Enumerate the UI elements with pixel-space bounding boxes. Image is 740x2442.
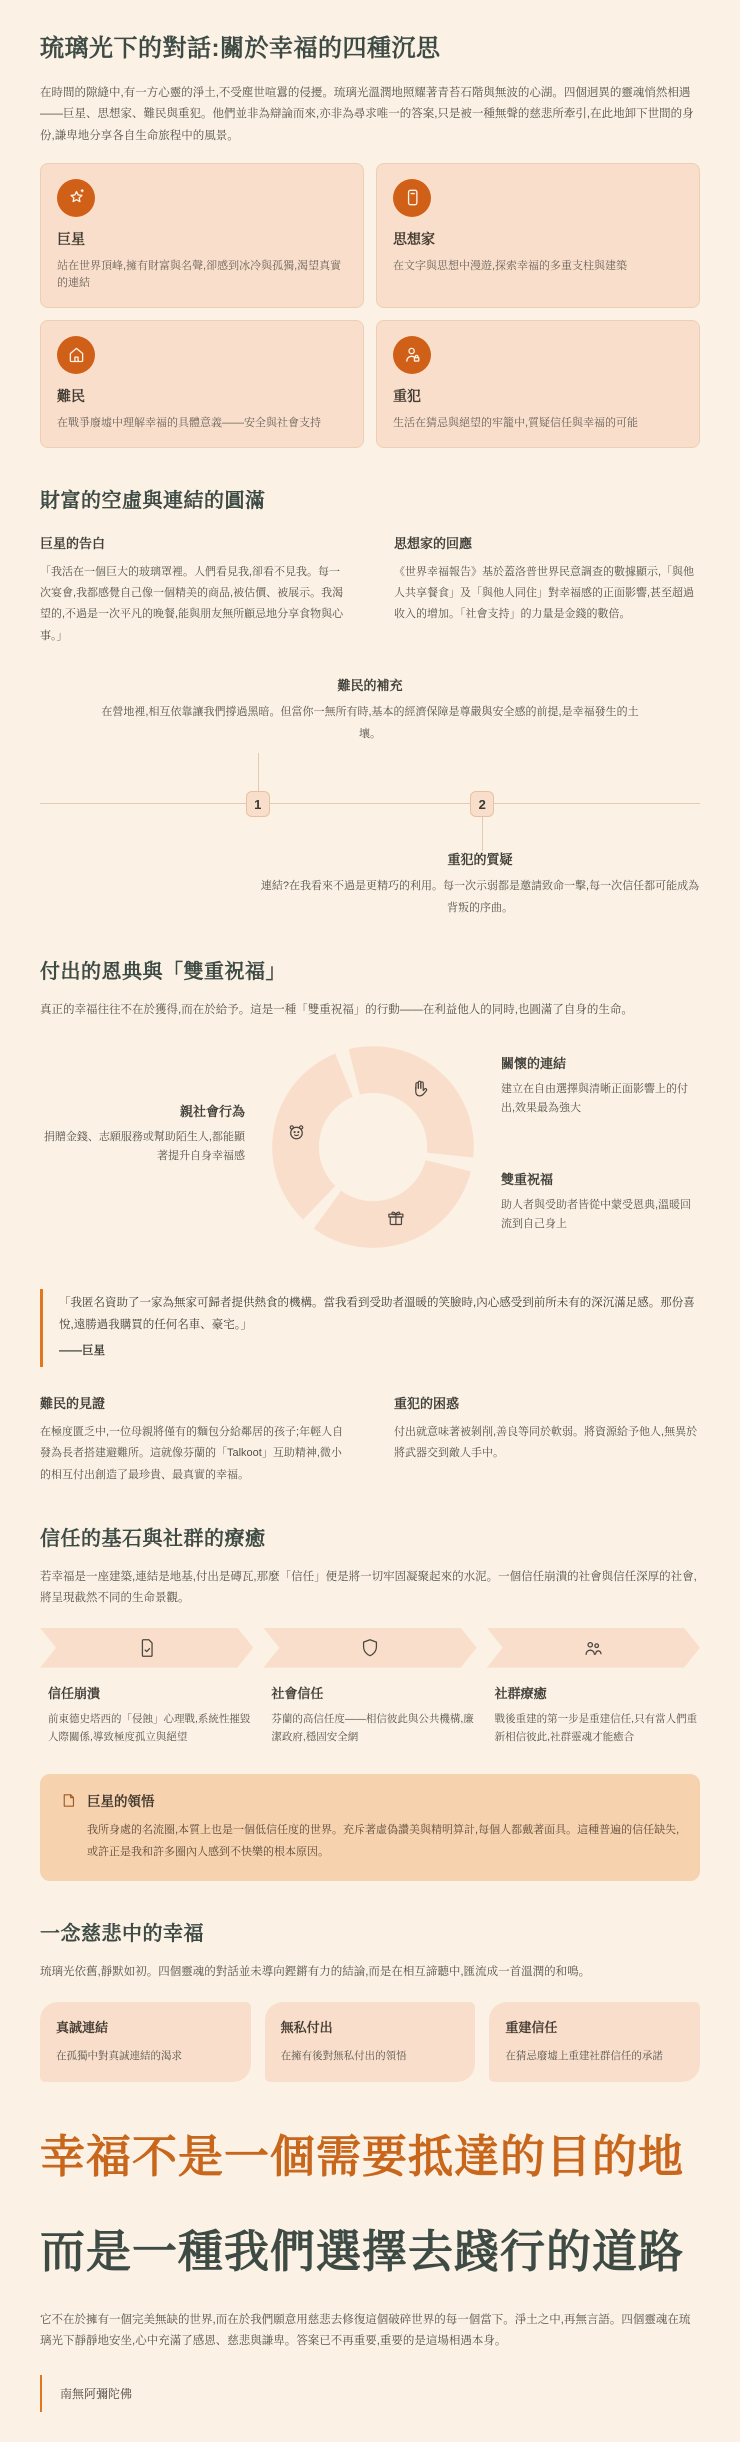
donut-label-title: 關懷的連結: [501, 1056, 567, 1072]
superstar-quote: [40, 1289, 700, 1367]
quote-text: 「我匿名資助了一家為無家可歸者提供熱食的機構。當我看到受助者溫暖的笑臉時,內心感受到前所未有的深沉滿足感。那份喜悅,遠勝過我購買的任何名車、豪宅。」: [59, 1297, 695, 1332]
statement-line-2: 而是一種我們選擇去踐行的道路: [40, 2226, 685, 2278]
step-trust-collapse: [40, 1628, 253, 1747]
refugee-supplement: [40, 675, 700, 745]
timeline-item-body: 在營地裡,相互依靠讓我們撐過黑暗。但當你一無所有時,基本的經濟保障是尊嚴與安全感的前提,是幸福發生的土壤。: [101, 706, 639, 740]
people-icon: [582, 1637, 604, 1659]
character-name: 重犯: [393, 387, 421, 404]
column-body: 付出就意味著被剝削,善良等同於軟弱。將資源給予他人,無異於將武器交到敵人手中。: [394, 1425, 698, 1460]
character-desc: 在戰爭廢墟中理解幸福的具體意義——安全與社會支持: [57, 416, 321, 429]
compassion-cards: [40, 2002, 700, 2082]
callout-header: [60, 1790, 680, 1810]
column-body: 「我活在一個巨大的玻璃罩裡。人們看見我,卻看不見我。每一次宴會,我都感覺自己像一個精美的商品,被估價、被展示。我渴望的,不過是一次平凡的晚餐,能與朋友無所顧忌地分享食物與心事。」: [40, 565, 344, 642]
compassion-card-connection: [40, 2002, 251, 2082]
star-icon: [57, 179, 95, 217]
donut-label-desc: 建立在自由選擇與清晰正面影響上的付出,效果最為強大: [501, 1083, 688, 1115]
footer-blessing: 南無阿彌陀佛: [40, 2375, 700, 2412]
column-body: 在極度匱乏中,一位母親將僅有的麵包分給鄰居的孩子;年輕人自發為長者搭建避難所。這就像芬蘭的「Talkoot」互助精神,微小的相互付出創造了最珍貴、最真實的幸福。: [40, 1425, 344, 1481]
column-title: 重犯的困惑: [394, 1395, 460, 1411]
column-title: 巨星的告白: [40, 535, 106, 551]
character-name: 巨星: [57, 230, 85, 247]
timeline-item-body: 連結?在我看來不過是更精巧的利用。每一次示弱都是邀請致命一擊,每一次信任都可能成為背叛的序曲。: [260, 880, 700, 914]
thinker-response: [394, 533, 700, 648]
card-desc: 在孤獨中對真誠連結的渴求: [56, 2049, 182, 2062]
wealth-columns: [40, 533, 700, 648]
step-arrow: [487, 1628, 700, 1668]
quote-attribution: ——巨星: [59, 1345, 105, 1358]
step-desc: 芬蘭的高信任度——相信彼此與公共機構,廉潔政府,穩固安全網: [271, 1712, 474, 1743]
section-heading-trust: 信任的基石與社群的療癒: [40, 1528, 266, 1551]
home-icon: [57, 336, 95, 374]
giving-columns: [40, 1393, 700, 1486]
timeline-item-title: 難民的補充: [337, 678, 403, 694]
donut-label-prosocial: [40, 1101, 245, 1165]
section-heading-giving: 付出的恩典與「雙重祝福」: [40, 961, 286, 984]
character-name: 難民: [57, 387, 85, 404]
step-title: 社群療癒: [494, 1685, 547, 1701]
step-community-healing: [487, 1628, 700, 1747]
column-title: 難民的見證: [40, 1395, 106, 1411]
donut-label-double-blessing: [501, 1169, 700, 1233]
callout-body: 我所身處的名流圈,本質上也是一個低信任度的世界。充斥著虛偽讚美與精明算計,每個人都戴著面具。這種普遍的信任缺失,或許正是我和許多圈內人感到不快樂的根本原因。: [87, 1824, 680, 1858]
step-title: 信任崩潰: [48, 1685, 101, 1701]
character-card-superstar: [40, 163, 364, 308]
character-desc: 在文字與思想中漫遊,探索幸福的多重支柱與建築: [393, 259, 628, 272]
timeline-axis: [40, 803, 700, 804]
card-title: 重建信任: [505, 2019, 558, 2035]
timeline-marker-1: 1: [246, 791, 270, 817]
card-title: 真誠連結: [56, 2019, 109, 2035]
felon-doubt: [260, 849, 700, 919]
step-arrow: [40, 1628, 253, 1668]
trust-steps: [40, 1628, 700, 1747]
step-social-trust: [263, 1628, 476, 1747]
donut-chart: [261, 1035, 485, 1259]
character-desc: 生活在猜忌與絕望的牢籠中,質疑信任與幸福的可能: [393, 416, 639, 429]
step-title: 社會信任: [271, 1685, 324, 1701]
compassion-intro: 琉璃光依舊,靜默如初。四個靈魂的對話並未導向鏗鏘有力的結論,而是在相互諦聽中,匯流成一首溫潤的和鳴。: [40, 1966, 591, 1979]
column-title: 思想家的回應: [394, 535, 473, 551]
step-desc: 前東德史塔西的「侵蝕」心理戰,系統性摧毀人際關係,導致極度孤立與絕望: [48, 1712, 251, 1743]
statement-line-1: 幸福不是一個需要抵達的目的地: [40, 2131, 685, 2183]
step-desc: 戰後重建的第一步是重建信任,只有當人們重新相信彼此,社群靈魂才能癒合: [494, 1712, 698, 1743]
giving-intro: 真正的幸福往往不在於獲得,而在於給予。這是一種「雙重祝福」的行動——在利益他人的同時,也圓滿了自身的生命。: [40, 1004, 633, 1017]
step-arrow: [263, 1628, 476, 1668]
section-heading-wealth: 財富的空虛與連結的圓滿: [40, 489, 266, 512]
prisoner-icon: [393, 336, 431, 374]
journal-icon: [393, 179, 431, 217]
character-desc: 站在世界頂峰,擁有財富與名聲,卻感到冰冷與孤獨,渴望真實的連結: [57, 259, 342, 290]
compassion-card-giving: [265, 2002, 476, 2082]
timeline-marker-2: 2: [470, 791, 494, 817]
character-card-refugee: [40, 320, 364, 448]
donut-label-title: 雙重祝福: [501, 1171, 554, 1187]
felon-confusion: [394, 1393, 700, 1486]
donut-chart-area: [40, 1035, 700, 1259]
donut-label-title: 親社會行為: [179, 1104, 245, 1120]
timeline: [40, 747, 700, 851]
character-name: 思想家: [393, 230, 435, 247]
character-card-thinker: [376, 163, 700, 308]
card-desc: 在擁有後對無私付出的領悟: [280, 2049, 407, 2062]
compassion-card-trust: [489, 2002, 700, 2082]
callout-title: 巨星的領悟: [87, 1794, 155, 1810]
refugee-testimony: [40, 1393, 346, 1486]
trust-intro: 若幸福是一座建築,連結是地基,付出是磚瓦,那麼「信任」便是將一切牢固凝聚起來的水泥。一個信任崩潰的社會與信任深厚的社會,將呈現截然不同的生命景觀。: [40, 1571, 697, 1605]
character-card-felon: [376, 320, 700, 448]
timeline-connector: [482, 817, 483, 851]
page-intro: 在時間的隙縫中,有一方心靈的淨土,不受塵世喧囂的侵擾。琉璃光溫潤地照耀著青苔石階與無波的心湖。四個迥異的靈魂悄然相遇——巨星、思想家、難民與重犯。他們並非為辯論而來,亦非為尋求唯一的答案,只是被一種無聲的慈悲所牽引,在此地卸下世間的身份,謙卑地分享各自生命旅程中的風景。: [40, 87, 694, 142]
superstar-confession: [40, 533, 346, 648]
donut-right-labels: [501, 1047, 700, 1247]
character-cards: [40, 163, 700, 448]
page-title: 琉璃光下的對話:關於幸福的四種沉思: [40, 35, 441, 62]
section-heading-compassion: 一念慈悲中的幸福: [40, 1923, 204, 1946]
timeline-item-title: 重犯的質疑: [447, 852, 513, 868]
donut-label-caring: [501, 1053, 700, 1117]
column-body: 《世界幸福報告》基於蓋洛普世界民意調查的數據顯示,「與他人共享餐食」及「與他人同住」對幸福感的正面影響,甚至超過收入的增加。「社會支持」的力量是金錢的數倍。: [394, 565, 695, 621]
closing-paragraph: 它不在於擁有一個完美無缺的世界,而在於我們願意用慈悲去修復這個破碎世界的每一個當下。淨土之中,再無言語。四個靈魂在琉璃光下靜靜地安坐,心中充滿了感恩、慈悲與謙卑。答案已不再重要,重要的是這場相遇本身。: [40, 2314, 691, 2348]
shield-icon: [359, 1637, 381, 1659]
note-icon: [60, 1792, 77, 1809]
timeline-connector: [258, 753, 259, 791]
card-title: 無私付出: [280, 2019, 333, 2035]
card-desc: 在猜忌廢墟上重建社群信任的承諾: [505, 2049, 663, 2062]
document-check-icon: [136, 1637, 158, 1659]
donut-label-desc: 捐贈金錢、志願服務或幫助陌生人,都能顯著提升自身幸福感: [43, 1131, 245, 1162]
superstar-realization-callout: [40, 1774, 700, 1881]
donut-label-desc: 助人者與受助者皆從中蒙受恩典,溫暖回流到自己身上: [501, 1198, 692, 1230]
